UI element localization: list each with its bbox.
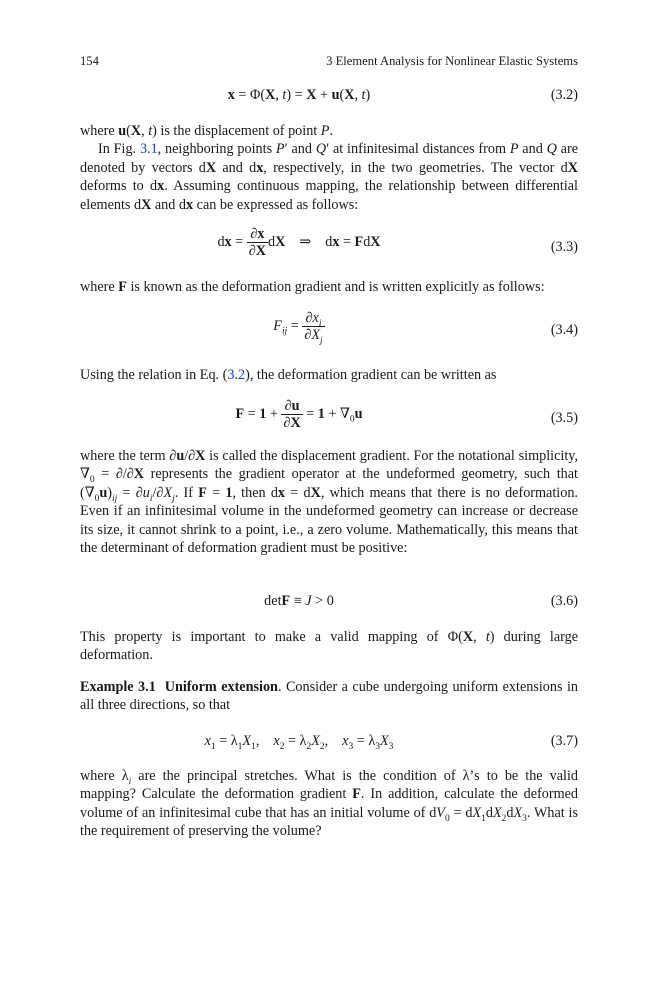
- paragraph-example: Example 3.1 Uniform extension. Consider a cube undergoing uniform extensions in all three directions, so that: [80, 679, 579, 714]
- example-title: Uniform extension: [164, 679, 278, 695]
- eq-3-2-link[interactable]: 3.2: [227, 367, 246, 383]
- equation-number: (3.6): [550, 593, 578, 609]
- fig-3-1-link[interactable]: 3.1: [139, 141, 158, 158]
- equation-number: (3.5): [550, 410, 578, 426]
- equation-number: (3.4): [550, 322, 578, 338]
- running-title: 3 Element Analysis for Nonlinear Elastic Systems: [326, 54, 578, 68]
- paragraph-using-relation: Using the relation in Eq. (3.2), the deformation gradient can be written as: [80, 367, 497, 383]
- equation-body: dx = $\frac{\partial x}{\partial X}$ dX ⇒ dx = FdX: [217, 226, 381, 259]
- equation-body: x = Φ(X, t) = X + u(X, t): [227, 87, 371, 103]
- equation-body: $x_1 = \lambda_1X_1$, $x_2 = \lambda_2X_2$, $x_3 = \lambda_3X_3$: [204, 733, 394, 752]
- equation-3-6: [80, 592, 578, 632]
- equation-number: (3.3): [550, 239, 578, 255]
- equation-3-2: [80, 86, 578, 126]
- paragraph-deformation-gradient: where F is known as the deformation gradient and is written explicitly as follows:: [80, 279, 545, 295]
- equation-body: $F_{ij}$ = $\frac{\partial x_i}{\partial X_j}$: [273, 310, 323, 346]
- equation-3-7: [80, 732, 578, 772]
- equation-3-3: [80, 226, 578, 266]
- equation-body: F = 1 + $\frac{\partial u}{\partial X}$ = $1 + \nabla_0u$: [235, 398, 363, 431]
- page-number: 154: [80, 54, 99, 68]
- equation-number: (3.2): [550, 87, 578, 103]
- paragraph-displacement: where u(X, t) is the displacement of point P. In Fig. 3.1, neighboring points P′ and Q′ at infinitesimal distances from P and Q are denoted by vectors dX and dx, respectively, in the two geometries. The vector dX deforms to dx. Assuming continuous mapping, the relationship between differential elements dX and dx can be expressed as follows:: [80, 123, 578, 213]
- equation-3-4: [80, 310, 578, 350]
- equation-3-5: [80, 398, 578, 438]
- equation-body: detF ≡ J > 0: [264, 593, 334, 609]
- paragraph-displacement-gradient: where the term ∂u/∂X is called the displacement gradient. For the notational simplicity, $\nabla_0 = \partial/\partial X$ represents the gradient operator at the undeformed geometry, such that $(\nabla_0u)_{ij} = \partial u_i/\partial X_j$. If F = 1, then dx = dX, which means that there is no deformation. Even if an infinitesimal volume in the undeformed geometry can increase or decrease its size, it cannot shrink to a point, i.e., a zero volume. Mathematically, this means that the determinant of deformation gradient must be positive:: [80, 448, 578, 557]
- paragraph-valid-mapping: This property is important to make a valid mapping of Φ(X, t) during large deformation.: [80, 629, 579, 664]
- example-label: Example 3.1: [80, 679, 156, 695]
- equation-number: (3.7): [550, 733, 578, 749]
- paragraph-principal-stretches: where $\lambda_i$ are the principal stretches. What is the condition of λ’s to be the valid mapping? Calculate the deformation gradient F. In addition, calculate the deformed volume of an infinitesimal cube that has an initial volume of $dV_0 = dX_1dX_2dX_3$. What is the requirement of preserving the volume?: [80, 768, 579, 840]
